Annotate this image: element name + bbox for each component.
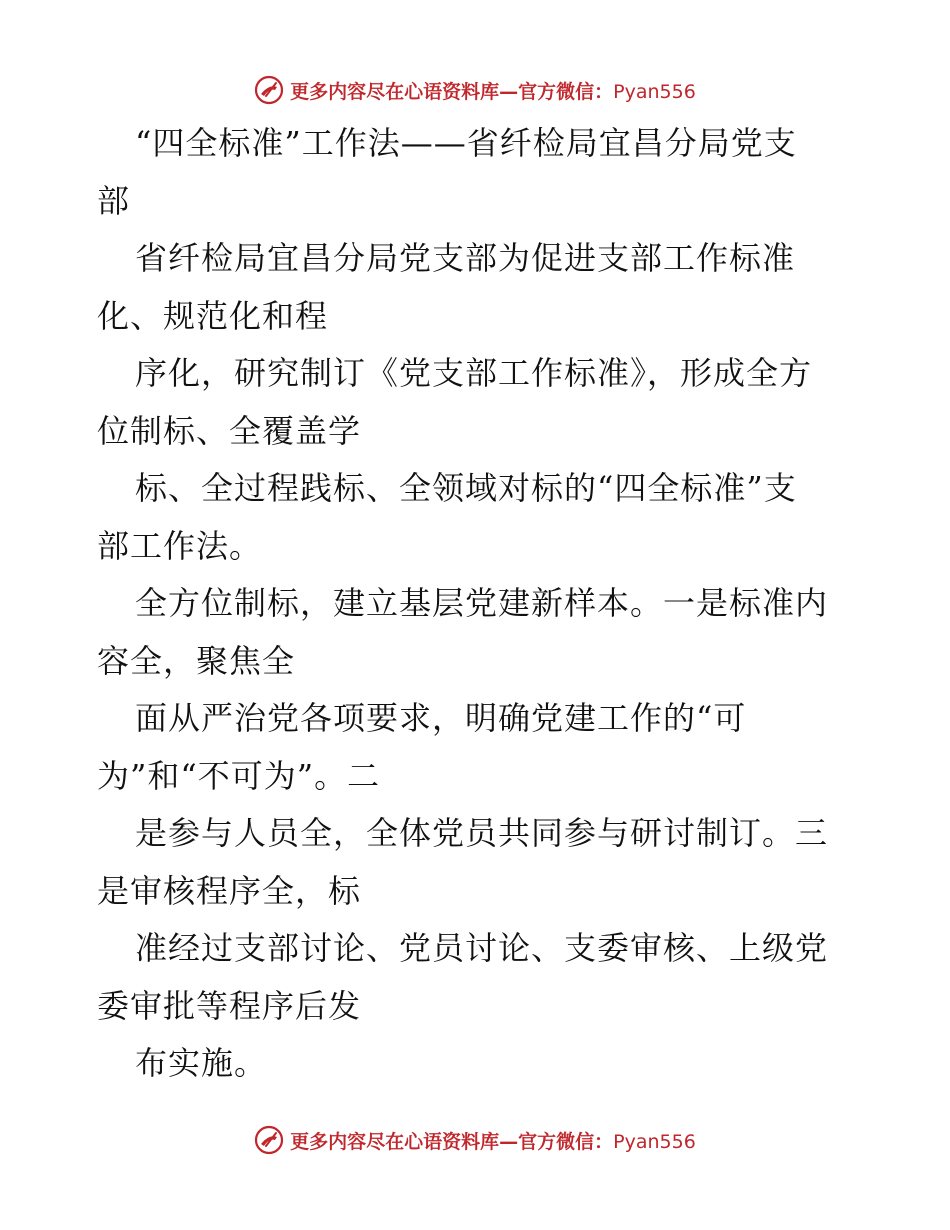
- watermark-text: [290, 1127, 696, 1154]
- doc-line: 准经过支部讨论、党员讨论、支委审核、上级党: [135, 929, 829, 967]
- doc-line: 布实施。: [135, 1044, 268, 1082]
- doc-line: 位制标、全覆盖学: [97, 411, 362, 450]
- doc-line: 部工作法。: [97, 526, 263, 565]
- watermark-text: [290, 77, 696, 104]
- doc-line: 部: [97, 181, 131, 220]
- header-watermark: [0, 70, 950, 110]
- doc-line: 面从严治党各项要求，明确党建工作的“可: [135, 699, 747, 737]
- watermark-account: Pyan556: [613, 1130, 696, 1153]
- doc-line: 是参与人员全，全体党员共同参与研讨制订。三: [135, 814, 829, 852]
- doc-title-line: “四全标准”工作法——省纤检局宜昌分局党支: [135, 124, 797, 162]
- doc-line: 容全，聚焦全: [97, 641, 296, 680]
- red-book-logo-icon: [254, 1125, 284, 1155]
- watermark-main-text: 更多内容尽在心语资料库—官方微信：: [290, 1130, 614, 1153]
- doc-line: 省纤检局宜昌分局党支部为促进支部工作标准: [135, 239, 796, 277]
- doc-line: 是审核程序全，标: [97, 871, 362, 910]
- doc-line: 全方位制标，建立基层党建新样本。一是标准内: [135, 584, 829, 622]
- watermark-account: Pyan556: [613, 80, 696, 103]
- document-body: [97, 115, 857, 1093]
- doc-line: 序化，研究制订《党支部工作标准》，形成全方: [135, 354, 813, 392]
- doc-line: 化、规范化和程: [97, 296, 329, 335]
- doc-line: 委审批等程序后发: [97, 986, 362, 1025]
- doc-line: 标、全过程践标、全领域对标的“四全标准”支: [135, 469, 797, 507]
- footer-watermark: [0, 1120, 950, 1160]
- watermark-main-text: 更多内容尽在心语资料库—官方微信：: [290, 80, 614, 103]
- red-book-logo-icon: [254, 75, 284, 105]
- doc-line: 为”和“不可为”。二: [97, 756, 381, 795]
